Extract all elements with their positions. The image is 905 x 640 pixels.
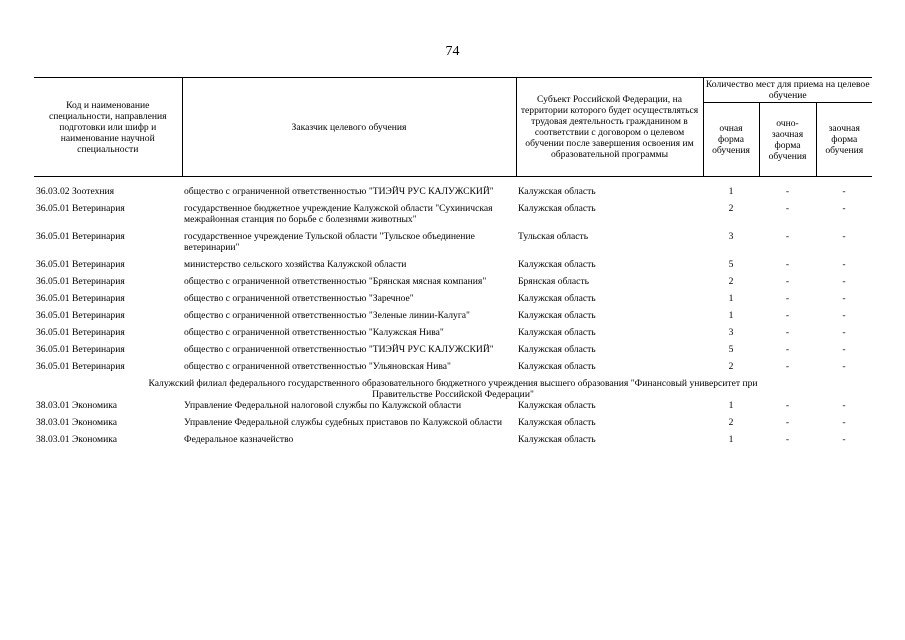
cell-parttime: - bbox=[842, 344, 846, 355]
cell-fulltime: 5 bbox=[728, 259, 734, 270]
table-row bbox=[34, 361, 872, 378]
cell-parttime: - bbox=[842, 259, 846, 270]
cell-code: 38.03.01 Экономика bbox=[36, 417, 118, 428]
cell-parttime: - bbox=[842, 276, 846, 287]
cell-code: 36.03.02 Зоотехния bbox=[36, 186, 115, 197]
cell-fulltime: 1 bbox=[728, 400, 734, 411]
cell-customer: общество с ограниченной ответственностью "Калужская Нива" bbox=[184, 327, 444, 338]
header-mixed: очно-заочная форма обучения bbox=[759, 103, 816, 177]
header-region: Субъект Российской Федерации, на территории которого будет осуществляться трудовая деятельность гражданином в соответствии с договором о целевом обучении после завершения освоения им образовательной программы bbox=[516, 78, 703, 177]
cell-parttime: - bbox=[842, 417, 846, 428]
cell-mixed: - bbox=[785, 310, 790, 321]
cell-region: Калужская область bbox=[518, 310, 596, 321]
cell-mixed: - bbox=[785, 231, 790, 242]
cell-code: 36.05.01 Ветеринария bbox=[36, 361, 125, 372]
cell-customer: государственное бюджетное учреждение Калужской области "Сухиничская межрайонная станция по борьбе с болезнями животных" bbox=[184, 203, 493, 225]
cell-customer: Управление Федеральной налоговой службы по Калужской области bbox=[184, 400, 462, 411]
cell-fulltime: 2 bbox=[728, 276, 734, 287]
cell-region: Калужская область bbox=[518, 434, 596, 445]
cell-code: 36.05.01 Ветеринария bbox=[36, 276, 125, 287]
cell-code: 36.05.01 Ветеринария bbox=[36, 293, 125, 304]
cell-customer: общество с ограниченной ответственностью "Зеленые линии-Калуга" bbox=[184, 310, 470, 321]
table-row bbox=[34, 276, 872, 293]
cell-code: 36.05.01 Ветеринария bbox=[36, 203, 125, 214]
cell-fulltime: 1 bbox=[728, 293, 734, 304]
cell-region: Калужская область bbox=[518, 400, 596, 411]
cell-parttime: - bbox=[842, 203, 846, 214]
table-row bbox=[34, 344, 872, 361]
cell-customer: министерство сельского хозяйства Калужской области bbox=[184, 259, 407, 270]
cell-region: Калужская область bbox=[518, 186, 596, 197]
cell-customer: государственное учреждение Тульской области "Тульское объединение ветеринарии" bbox=[184, 231, 475, 253]
cell-parttime: - bbox=[842, 293, 846, 304]
cell-fulltime: 2 bbox=[728, 203, 734, 214]
cell-mixed: - bbox=[785, 417, 790, 428]
cell-fulltime: 3 bbox=[728, 327, 734, 338]
cell-mixed: - bbox=[785, 259, 790, 270]
cell-fulltime: 1 bbox=[728, 434, 734, 445]
page-number: 74 bbox=[445, 44, 460, 59]
cell-region: Брянская область bbox=[518, 276, 590, 287]
cell-region: Тульская область bbox=[518, 231, 589, 242]
table-row bbox=[34, 310, 872, 327]
cell-parttime: - bbox=[842, 434, 846, 445]
cell-parttime: - bbox=[842, 327, 846, 338]
cell-customer: общество с ограниченной ответственностью "Ульяновская Нива" bbox=[184, 361, 451, 372]
cell-mixed: - bbox=[785, 186, 790, 197]
cell-fulltime: 2 bbox=[728, 361, 734, 372]
cell-parttime: - bbox=[842, 186, 846, 197]
cell-customer: общество с ограниченной ответственностью "ТИЭЙЧ РУС КАЛУЖСКИЙ" bbox=[184, 344, 494, 355]
cell-code: 36.05.01 Ветеринария bbox=[36, 259, 125, 270]
cell-customer: Управление Федеральной службы судебных приставов по Калужской области bbox=[184, 417, 502, 428]
table-row bbox=[34, 186, 872, 203]
cell-customer: общество с ограниченной ответственностью "ТИЭЙЧ РУС КАЛУЖСКИЙ" bbox=[184, 186, 494, 197]
cell-region: Калужская область bbox=[518, 327, 596, 338]
cell-parttime: - bbox=[842, 310, 846, 321]
cell-region: Калужская область bbox=[518, 203, 596, 214]
table-row bbox=[34, 327, 872, 344]
target-admission-table bbox=[34, 77, 872, 451]
cell-region: Калужская область bbox=[518, 344, 596, 355]
table-row bbox=[34, 417, 872, 434]
table-row bbox=[34, 434, 872, 451]
cell-mixed: - bbox=[785, 276, 790, 287]
cell-mixed: - bbox=[785, 344, 790, 355]
cell-mixed: - bbox=[785, 293, 790, 304]
cell-region: Калужская область bbox=[518, 259, 596, 270]
cell-region: Калужская область bbox=[518, 361, 596, 372]
table-row bbox=[34, 231, 872, 259]
cell-mixed: - bbox=[785, 361, 790, 372]
table-row bbox=[34, 400, 872, 417]
cell-code: 36.05.01 Ветеринария bbox=[36, 344, 125, 355]
cell-fulltime: 1 bbox=[728, 186, 734, 197]
cell-customer: общество с ограниченной ответственностью "Заречное" bbox=[184, 293, 414, 304]
group-heading: Калужский филиал федерального государственного образовательного бюджетного учреждения высшего образования "Финансовый университет при Правительстве Российской Федерации" bbox=[148, 378, 758, 400]
cell-region: Калужская область bbox=[518, 417, 596, 428]
header-customer: Заказчик целевого обучения bbox=[182, 78, 516, 177]
cell-mixed: - bbox=[785, 203, 790, 214]
cell-code: 38.03.01 Экономика bbox=[36, 400, 118, 411]
cell-parttime: - bbox=[842, 361, 846, 372]
cell-mixed: - bbox=[785, 434, 790, 445]
table-row bbox=[34, 203, 872, 231]
table-header bbox=[34, 78, 872, 177]
cell-customer: Федеральное казначейство bbox=[184, 434, 294, 445]
group-heading-row bbox=[34, 378, 872, 400]
header-code: Код и наименование специальности, направления подготовки или шифр и наименование научной специальности bbox=[34, 78, 182, 177]
cell-customer: общество с ограниченной ответственностью "Брянская мясная компания" bbox=[184, 276, 487, 287]
cell-code: 36.05.01 Ветеринария bbox=[36, 231, 125, 242]
cell-parttime: - bbox=[842, 400, 846, 411]
cell-code: 36.05.01 Ветеринария bbox=[36, 327, 125, 338]
cell-fulltime: 5 bbox=[728, 344, 734, 355]
cell-code: 38.03.01 Экономика bbox=[36, 434, 118, 445]
cell-mixed: - bbox=[785, 327, 790, 338]
header-places: Количество мест для приема на целевое обучение bbox=[703, 78, 872, 103]
cell-fulltime: 1 bbox=[728, 310, 734, 321]
cell-code: 36.05.01 Ветеринария bbox=[36, 310, 125, 321]
cell-parttime: - bbox=[842, 231, 846, 242]
table-row bbox=[34, 259, 872, 276]
cell-region: Калужская область bbox=[518, 293, 596, 304]
header-parttime: заочная форма обучения bbox=[816, 103, 872, 177]
cell-fulltime: 3 bbox=[728, 231, 734, 242]
cell-mixed: - bbox=[785, 400, 790, 411]
cell-fulltime: 2 bbox=[728, 417, 734, 428]
header-fulltime: очная форма обучения bbox=[703, 103, 759, 177]
table-row bbox=[34, 293, 872, 310]
table-body bbox=[34, 177, 872, 452]
